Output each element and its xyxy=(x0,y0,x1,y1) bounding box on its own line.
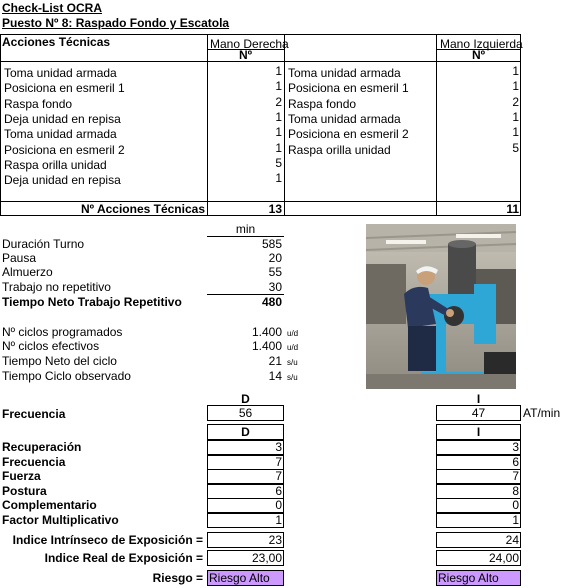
freq-i-value: 47 xyxy=(471,406,486,420)
time-label-2: Almuerzo xyxy=(2,265,53,279)
page-subtitle: Puesto Nº 8: Raspado Fondo y Escatola xyxy=(2,16,230,30)
right-action-label: Toma unidad armada xyxy=(4,66,117,80)
factor-d-value: 1 xyxy=(275,512,282,527)
left-action-count: 1 xyxy=(512,79,519,94)
right-action-label: Posiciona en esmeril 2 xyxy=(4,142,125,157)
total-left: 11 xyxy=(506,202,519,216)
cycle-value-3: 14 xyxy=(268,369,282,383)
factors-i-header: I xyxy=(476,425,481,439)
risk-label: Riesgo = xyxy=(152,571,203,585)
left-action-count: 1 xyxy=(512,125,519,140)
time-value-3: 30 xyxy=(268,280,282,294)
left-hand-header: Mano Izquierda xyxy=(440,37,523,51)
left-action-label: Toma unidad armada xyxy=(288,66,401,80)
factor-i-value: 3 xyxy=(512,440,519,454)
cycle-unit-2: s/u xyxy=(287,358,298,367)
freq-d-header: D xyxy=(241,392,250,406)
page-title: Check-List OCRA xyxy=(2,1,103,15)
left-action-count: 5 xyxy=(512,140,519,155)
cycle-label-1: Nº ciclos efectivos xyxy=(2,339,100,353)
real-d: 23,00 xyxy=(251,551,282,565)
factor-label: Frecuencia xyxy=(2,454,66,469)
factor-label: Factor Multiplicativo xyxy=(2,512,119,527)
left-action-count: 1 xyxy=(512,109,519,124)
factor-d-value: 7 xyxy=(275,469,282,483)
time-label-3: Trabajo no repetitivo xyxy=(2,280,111,294)
cycle-unit-3: s/u xyxy=(287,373,298,382)
risk-d: Riesgo Alto xyxy=(209,571,270,585)
factor-d-value: 0 xyxy=(275,498,282,512)
worker-photo xyxy=(366,224,516,389)
right-action-label: Deja unidad en repisa xyxy=(4,173,121,188)
time-value-1: 20 xyxy=(268,251,282,265)
right-action-count: 2 xyxy=(275,94,282,109)
freq-unit: AT/min xyxy=(523,406,561,420)
left-action-label: Posiciona en esmeril 1 xyxy=(288,81,409,96)
intrinsic-d: 23 xyxy=(268,533,282,547)
left-action-count: 2 xyxy=(512,94,519,109)
real-i: 24,00 xyxy=(488,551,519,565)
time-label-0: Duración Turno xyxy=(2,237,85,251)
cycle-unit-0: u/d xyxy=(287,329,299,338)
net-time-value: 480 xyxy=(261,295,282,309)
factor-i-value: 6 xyxy=(512,454,519,469)
factor-i-value: 7 xyxy=(512,469,519,483)
left-action-count: 1 xyxy=(512,64,519,78)
cycle-value-1: 1.400 xyxy=(251,339,282,353)
freq-d-value: 56 xyxy=(238,406,253,420)
left-num-header: Nº xyxy=(471,48,486,62)
actions-header: Acciones Técnicas xyxy=(2,35,111,49)
factors-d-header: D xyxy=(241,425,250,439)
factor-label: Recuperación xyxy=(2,440,82,454)
right-action-count: 5 xyxy=(275,155,282,170)
right-action-label: Raspa orilla unidad xyxy=(4,157,107,172)
left-action-label: Raspa fondo xyxy=(288,96,357,111)
risk-i: Riesgo Alto xyxy=(438,571,499,585)
cycle-label-2: Tiempo Neto del ciclo xyxy=(2,354,117,368)
right-action-count: 1 xyxy=(275,140,282,155)
factor-i-value: 1 xyxy=(512,512,519,527)
intrinsic-i: 24 xyxy=(505,533,519,547)
factor-d-value: 3 xyxy=(275,440,282,454)
total-right: 13 xyxy=(268,202,282,216)
cycle-label-3: Tiempo Ciclo observado xyxy=(2,369,131,383)
left-action-label: Raspa orilla unidad xyxy=(288,142,391,157)
left-action-label: Posiciona en esmeril 2 xyxy=(288,127,409,142)
right-action-label: Deja unidad en repisa xyxy=(4,111,121,126)
left-action-label: Toma unidad armada xyxy=(288,111,401,126)
factor-label: Fuerza xyxy=(2,469,41,483)
right-action-label: Posiciona en esmeril 1 xyxy=(4,81,125,96)
total-label: Nº Acciones Técnicas xyxy=(81,202,205,216)
right-hand-header: Mano Derecha xyxy=(210,37,289,51)
factor-d-value: 6 xyxy=(275,483,282,498)
factor-i-value: 8 xyxy=(512,483,519,498)
factor-label: Postura xyxy=(2,483,47,498)
cycle-value-0: 1.400 xyxy=(251,325,282,339)
right-action-label: Raspa fondo xyxy=(4,96,73,111)
frequency-label: Frecuencia xyxy=(2,407,66,421)
freq-i-header: I xyxy=(476,392,481,406)
time-label-1: Pausa xyxy=(2,251,37,265)
time-unit-header: min xyxy=(235,222,256,236)
net-time-label: Tiempo Neto Trabajo Repetitivo xyxy=(2,295,182,309)
real-label: Indice Real de Exposición = xyxy=(44,551,203,565)
factor-d-value: 7 xyxy=(275,454,282,469)
cycle-unit-1: u/d xyxy=(287,343,299,352)
cycle-label-0: Nº ciclos programados xyxy=(2,325,123,339)
right-action-count: 1 xyxy=(275,125,282,140)
factor-i-value: 0 xyxy=(512,498,519,512)
right-action-count: 1 xyxy=(275,64,282,78)
intrinsic-label: Indice Intrínseco de Exposición = xyxy=(12,533,203,547)
right-action-count: 1 xyxy=(275,79,282,94)
right-action-label: Toma unidad armada xyxy=(4,127,117,142)
time-value-2: 55 xyxy=(268,265,282,279)
right-num-header: Nº xyxy=(238,48,253,62)
cycle-value-2: 21 xyxy=(268,354,282,368)
time-value-0: 585 xyxy=(261,237,282,251)
right-action-count: 1 xyxy=(275,109,282,124)
factor-label: Complementario xyxy=(2,498,97,512)
right-action-count: 1 xyxy=(275,171,282,186)
